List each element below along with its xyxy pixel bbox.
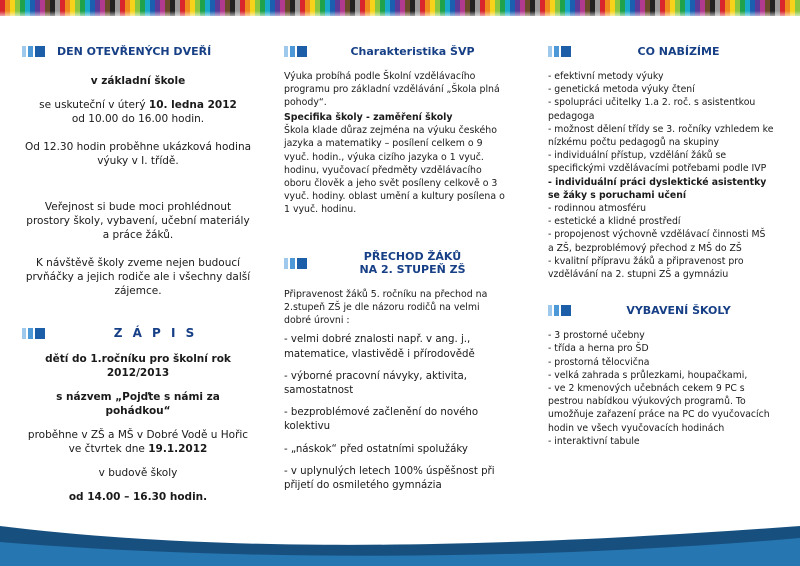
column-svp: [284, 40, 506, 501]
transition-item: - „náskok“ před ostatními spolužáky: [284, 443, 468, 455]
heading-enrollment-text: Z Á P I S: [113, 325, 198, 340]
equipment-item: - prostorná tělocvična: [548, 356, 650, 368]
offer-item: - kvalitní přípravu žáků a připravenost pro vzdělávání na 2. stupni ZŠ a gymnáziu: [548, 255, 744, 281]
heading-transition-line2: NA 2. STUPEŇ ZŠ: [359, 263, 466, 277]
heading-offer: [548, 40, 774, 62]
enrollment-target: dětí do 1.ročníku pro školní rok 2012/2013: [45, 353, 231, 379]
heading-equipment: [548, 299, 774, 321]
heading-squares-icon: [548, 46, 573, 57]
open-day-public: Veřejnost si bude moci prohlédnout prostory školy, vybavení, učební materiály a práce žáků.: [26, 201, 250, 241]
equipment-item: - velká zahrada s průlezkami, houpačkami,: [548, 369, 748, 381]
equipment-item: - ve 2 kmenových učebnách cekem 9 PC s pestrou nabídkou výukových programů. To umožňuje zařazení práce na PC do vyučovacích hodin ve všech vyučovacích hodinách: [548, 383, 770, 434]
svp-specifics-title: Specifika školy - zaměření školy: [284, 112, 453, 124]
offer-item: - rodinnou atmosféru: [548, 203, 647, 215]
heading-offer-text: CO NABÍZÍME: [637, 44, 720, 58]
equipment-item: - interaktivní tabule: [548, 435, 640, 447]
color-stripe-banner: [0, 0, 800, 16]
heading-squares-icon: [548, 305, 573, 316]
heading-transition-text: [319, 250, 506, 276]
offer-item: - propojenost výchovně vzdělávací činnosti MŠ a ZŠ, bezproblémový přechod z MŠ do ZŠ: [548, 229, 766, 254]
heading-squares-icon: [22, 328, 47, 339]
open-day-invitation: K návštěvě školy zveme nejen budoucí prvňáčky a jejich rodiče ale i všechny další zájemce.: [25, 257, 251, 297]
equipment-item: - třída a herna pro ŠD: [548, 343, 649, 355]
column-offer: [548, 40, 774, 448]
transition-item: - výborné pracovní návyky, aktivita, samostatnost: [284, 370, 468, 396]
enrollment-place: [22, 428, 254, 456]
open-day-date: [22, 98, 254, 126]
transition-item: - v uplynulých letech 100% úspěšnost při přijetí do osmiletého gymnázia: [284, 465, 495, 491]
heading-open-day: [22, 40, 254, 62]
enrollment-hours: od 14.00 – 16.30 hodin.: [68, 491, 208, 503]
svp-specifics: Škola klade důraz zejména na výuku českého jazyka a matematiky – posílení celkem o 9 vyuč. hodin., výuka cizího jazyka o 1 vyuč. hodinu, vyučovací předměty vzdělávacího oboru člověk a jeho svět posíleny celkově o 3 vyuč. hodiny. oblast umění a kultury posílena o 1 vyuč. hodinu.: [284, 125, 505, 215]
offer-item: - efektivní metody výuky: [548, 71, 664, 82]
open-day-date-value: 10. ledna 2012: [148, 99, 237, 111]
offer-item: - estetické a klidné prostředí: [548, 216, 681, 228]
heading-svp-text: Charakteristika ŠVP: [350, 44, 475, 58]
open-day-subtitle: v základní škole: [90, 75, 186, 87]
open-day-hours: od 10.00 do 16.00 hodin.: [71, 113, 205, 125]
svp-intro: Výuka probíhá podle Školní vzdělávacího programu pro základní vzdělávání „Škola plná pohody“.: [284, 71, 500, 109]
enrollment-date: 19.1.2012: [148, 443, 208, 455]
transition-item: - bezproblémové začlenění do nového kolektivu: [284, 407, 479, 433]
offer-item: - spolupráci učitelky 1.a 2. roč. s asistentkou pedagoga: [548, 97, 756, 122]
transition-item: - velmi dobré znalosti např. v ang. j., matematice, vlastivědě i přírodovědě: [284, 334, 475, 360]
open-day-date-prefix: se uskuteční v úterý: [39, 99, 146, 111]
heading-squares-icon: [22, 46, 47, 57]
offer-item: - možnost dělení třídy se 3. ročníky vzhledem ke nízkému počtu pedagogů na skupiny: [548, 123, 774, 149]
heading-equipment-text: VYBAVENÍ ŠKOLY: [626, 303, 731, 317]
heading-transition: [284, 246, 506, 280]
enrollment-name: s názvem „Pojďte s námi za pohádkou“: [56, 391, 220, 417]
heading-squares-icon: [284, 46, 309, 57]
enrollment-building: v budově školy: [98, 467, 178, 479]
offer-item: - genetická metoda výuky čtení: [548, 84, 695, 96]
equipment-item: - 3 prostorné učebny: [548, 330, 645, 342]
enrollment-location: proběhne v ZŠ a MŠ v Dobré Vodě u Hořic: [27, 429, 249, 441]
offer-item: - individuální přístup, vzdělání žáků se specifickými vzdělávacími potřebami podle IVP: [548, 150, 767, 175]
transition-intro: Připravenost žáků 5. ročníku na přechod na 2.stupeň ZŠ je dle názoru rodičů na velmi dobré úrovni :: [284, 289, 488, 327]
heading-squares-icon: [284, 258, 309, 269]
heading-open-day-text: DEN OTEVŘENÝCH DVEŘÍ: [57, 44, 212, 58]
column-open-day: [22, 40, 254, 514]
open-day-lesson: Od 12.30 hodin proběhne ukázková hodina výuky v I. třídě.: [24, 141, 252, 167]
heading-svp: [284, 40, 506, 62]
enrollment-day: ve čtvrtek dne: [68, 443, 145, 455]
offer-item: - individuální práci dyslektické asistentky se žáky s poruchami učení: [548, 176, 767, 201]
heading-transition-line1: PŘECHOD ŽÁKŮ: [363, 250, 462, 264]
heading-enrollment: [22, 322, 254, 344]
